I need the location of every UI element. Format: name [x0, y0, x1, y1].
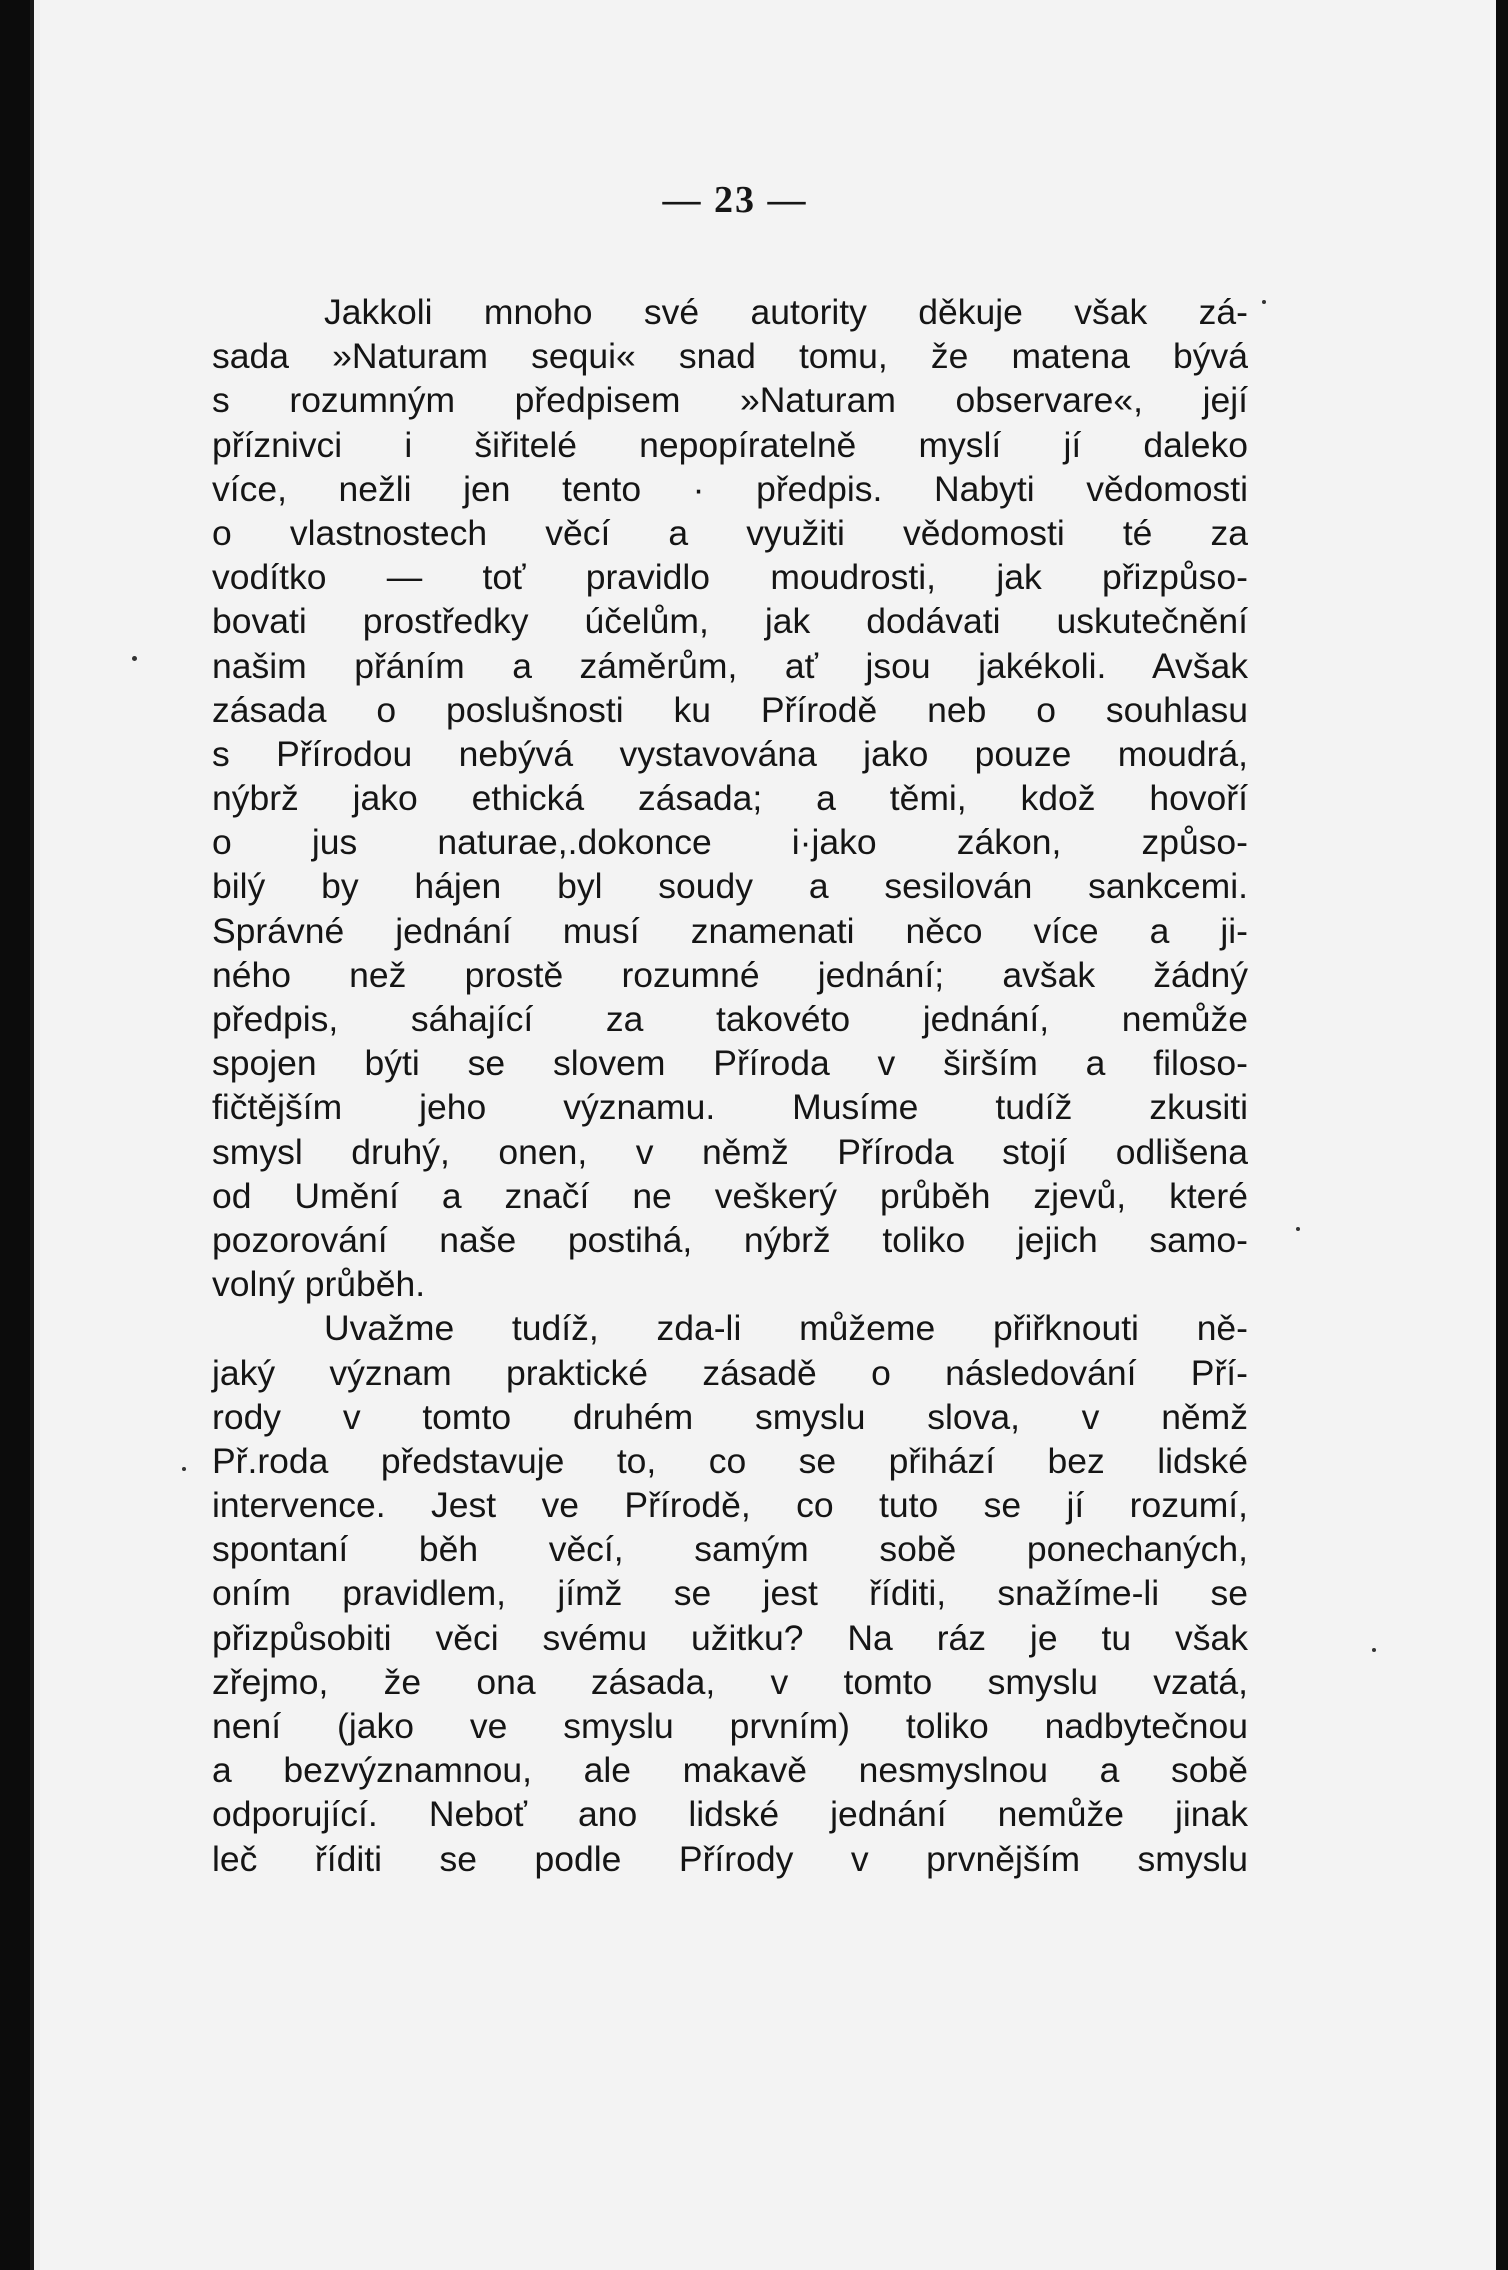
text-line: zřejmo, že ona zásada, v tomto smyslu vzatá,: [212, 1661, 1248, 1702]
page-number: — 23 —: [662, 179, 808, 221]
scan-speck: [1262, 300, 1266, 304]
text-line: s rozumným předpisem »Naturam observare«, její: [212, 380, 1248, 421]
text-line: spontaní běh věcí, samým sobě ponechaných,: [212, 1529, 1248, 1570]
text-line: s Přírodou nebývá vystavována jako pouze moudrá,: [212, 733, 1248, 774]
book-page: [30, 0, 1496, 2270]
text-line: a bezvýznamnou, ale makavě nesmyslnou a sobě: [212, 1750, 1248, 1791]
text-line: bovati prostředky účelům, jak dodávati uskutečnění: [212, 601, 1248, 642]
text-line: intervence. Jest ve Přírodě, co tuto se jí rozumí,: [212, 1485, 1248, 1526]
text-line: nýbrž jako ethická zásada; a těmi, kdož hovoří: [212, 778, 1248, 819]
text-line: Správné jednání musí znamenati něco více a ji-: [212, 910, 1248, 951]
text-line: fičtějším jeho významu. Musíme tudíž zkusiti: [212, 1087, 1248, 1128]
text-line: o vlastnostech věcí a využiti vědomosti té za: [212, 512, 1248, 553]
scan-speck: [132, 656, 137, 661]
body-text: [212, 290, 1248, 1881]
text-line: pozorování naše postihá, nýbrž toliko jejich samo-: [212, 1219, 1248, 1260]
text-line: jaký význam praktické zásadě o následování Pří-: [212, 1352, 1248, 1393]
text-line: oním pravidlem, jímž se jest říditi, snažíme-li se: [212, 1573, 1248, 1614]
text-line: není (jako ve smyslu prvním) toliko nadbytečnou: [212, 1706, 1248, 1746]
text-line: předpis, sáhající za takovéto jednání, nemůže: [212, 999, 1248, 1039]
text-line: spojen býti se slovem Příroda v širším a filoso-: [212, 1043, 1248, 1084]
text-line: Uvažme tudíž, zda-li můžeme přiřknouti ně-: [324, 1308, 1248, 1349]
text-line: příznivci i šiřitelé nepopíratelně myslí jí daleko: [212, 424, 1248, 465]
text-line: od Umění a značí ne veškerý průběh zjevů, které: [212, 1175, 1248, 1216]
scan-speck: [1372, 1648, 1376, 1652]
text-line: o jus naturae,.dokonce i·jako zákon, způso-: [212, 822, 1248, 863]
text-line: odporující. Neboť ano lidské jednání nemůže jinak: [212, 1794, 1248, 1835]
scan-speck: [1296, 1227, 1300, 1231]
text-line: sada »Naturam sequi« snad tomu, že matena bývá: [212, 336, 1248, 377]
scan-speck: [182, 1467, 186, 1471]
text-line: vodítko — toť pravidlo moudrosti, jak přizpůso-: [212, 557, 1248, 598]
text-line: bilý by hájen byl soudy a sesilován sankcemi.: [212, 866, 1248, 907]
text-line: leč říditi se podle Přírody v prvnějším smyslu: [212, 1838, 1248, 1879]
text-line: přizpůsobiti věci svému užitku? Na ráz je tu však: [212, 1617, 1248, 1658]
text-line: Př.roda představuje to, co se přihází bez lidské: [212, 1440, 1248, 1481]
text-line: Jakkoli mnoho své autority děkuje však zá-: [324, 292, 1248, 332]
text-line: smysl druhý, onen, v němž Příroda stojí odlišena: [212, 1131, 1248, 1172]
text-line: volný průběh.: [212, 1264, 426, 1305]
text-line: více, nežli jen tento · předpis. Nabyti vědomosti: [212, 468, 1248, 509]
text-line: rody v tomto druhém smyslu slova, v němž: [212, 1396, 1248, 1437]
text-line: našim přáním a záměrům, ať jsou jakékoli. Avšak: [212, 645, 1248, 686]
text-line: zásada o poslušnosti ku Přírodě neb o souhlasu: [212, 689, 1248, 730]
text-line: ného než prostě rozumné jednání; avšak žádný: [212, 954, 1248, 995]
